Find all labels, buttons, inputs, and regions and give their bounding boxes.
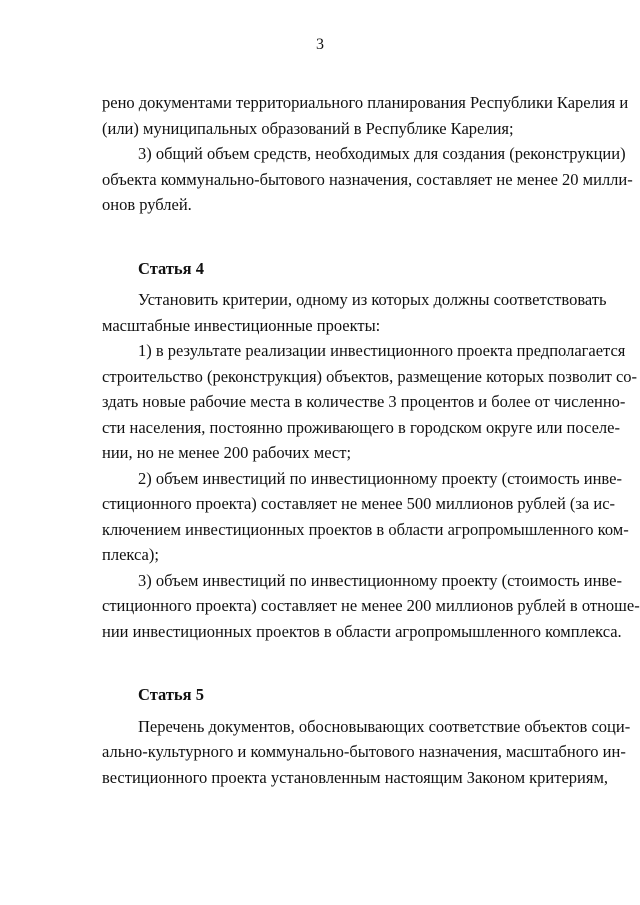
text-line: масштабные инвестиционные проекты:: [102, 315, 381, 335]
paragraph-criterion-1: [102, 338, 638, 466]
text-line: стиционного проекта) составляет не менее 500 миллионов рублей (за ис-: [102, 494, 616, 513]
text-line: плекса);: [102, 545, 159, 564]
text-line: Перечень документов, обосновывающих соответствие объектов соци-: [138, 716, 631, 736]
text-line: 2) объем инвестиций по инвестиционному проекту (стоимость инве-: [138, 468, 622, 488]
text-line: вестиционного проекта установленным настоящим Законом критериям,: [102, 767, 609, 787]
text-line: ключением инвестиционных проектов в области агропромышленного ком-: [102, 519, 629, 539]
text-line: стиционного проекта) составляет не менее 200 миллионов рублей в отноше-: [102, 596, 640, 615]
page-number: 3: [316, 36, 324, 53]
text-line: здать новые рабочие места в количестве 3 процентов и более от численно-: [102, 392, 626, 411]
text-line: сти населения, постоянно проживающего в городском округе или поселе-: [102, 417, 620, 437]
text-line: нии инвестиционных проектов в области агропромышленного комплекса.: [102, 621, 622, 641]
text-line: 3) объем инвестиций по инвестиционному проекту (стоимость инве-: [138, 570, 622, 590]
paragraph-item-3: [102, 141, 633, 218]
text-line: 1) в результате реализации инвестиционного проекта предполагается: [138, 341, 626, 360]
paragraph-criterion-2: [102, 466, 629, 568]
article-heading-5: Статья 5: [138, 685, 204, 704]
document-body: [102, 90, 640, 790]
paragraph-article-5: [102, 714, 631, 791]
paragraph-criterion-3: [102, 568, 640, 645]
text-line: (или) муниципальных образований в Республике Карелия;: [102, 118, 514, 138]
text-line: Установить критерии, одному из которых должны соответствовать: [138, 290, 607, 309]
text-line: объекта коммунально-бытового назначения, составляет не менее 20 милли-: [102, 169, 633, 189]
text-line: ально-культурного и коммунально-бытового назначения, масштабного ин-: [102, 742, 626, 761]
paragraph-article-4-intro: [102, 287, 607, 338]
text-line: нии, но не менее 200 рабочих мест;: [102, 443, 352, 462]
paragraph-continuation: [102, 90, 629, 141]
text-line: 3) общий объем средств, необходимых для создания (реконструкции): [138, 144, 626, 163]
text-line: строительство (реконструкция) объектов, размещение которых позволит со-: [102, 366, 638, 386]
text-line: рено документами территориального планирования Республики Карелия и: [102, 93, 629, 112]
article-heading-4: Статья 4: [138, 258, 204, 278]
text-line: онов рублей.: [102, 195, 192, 214]
